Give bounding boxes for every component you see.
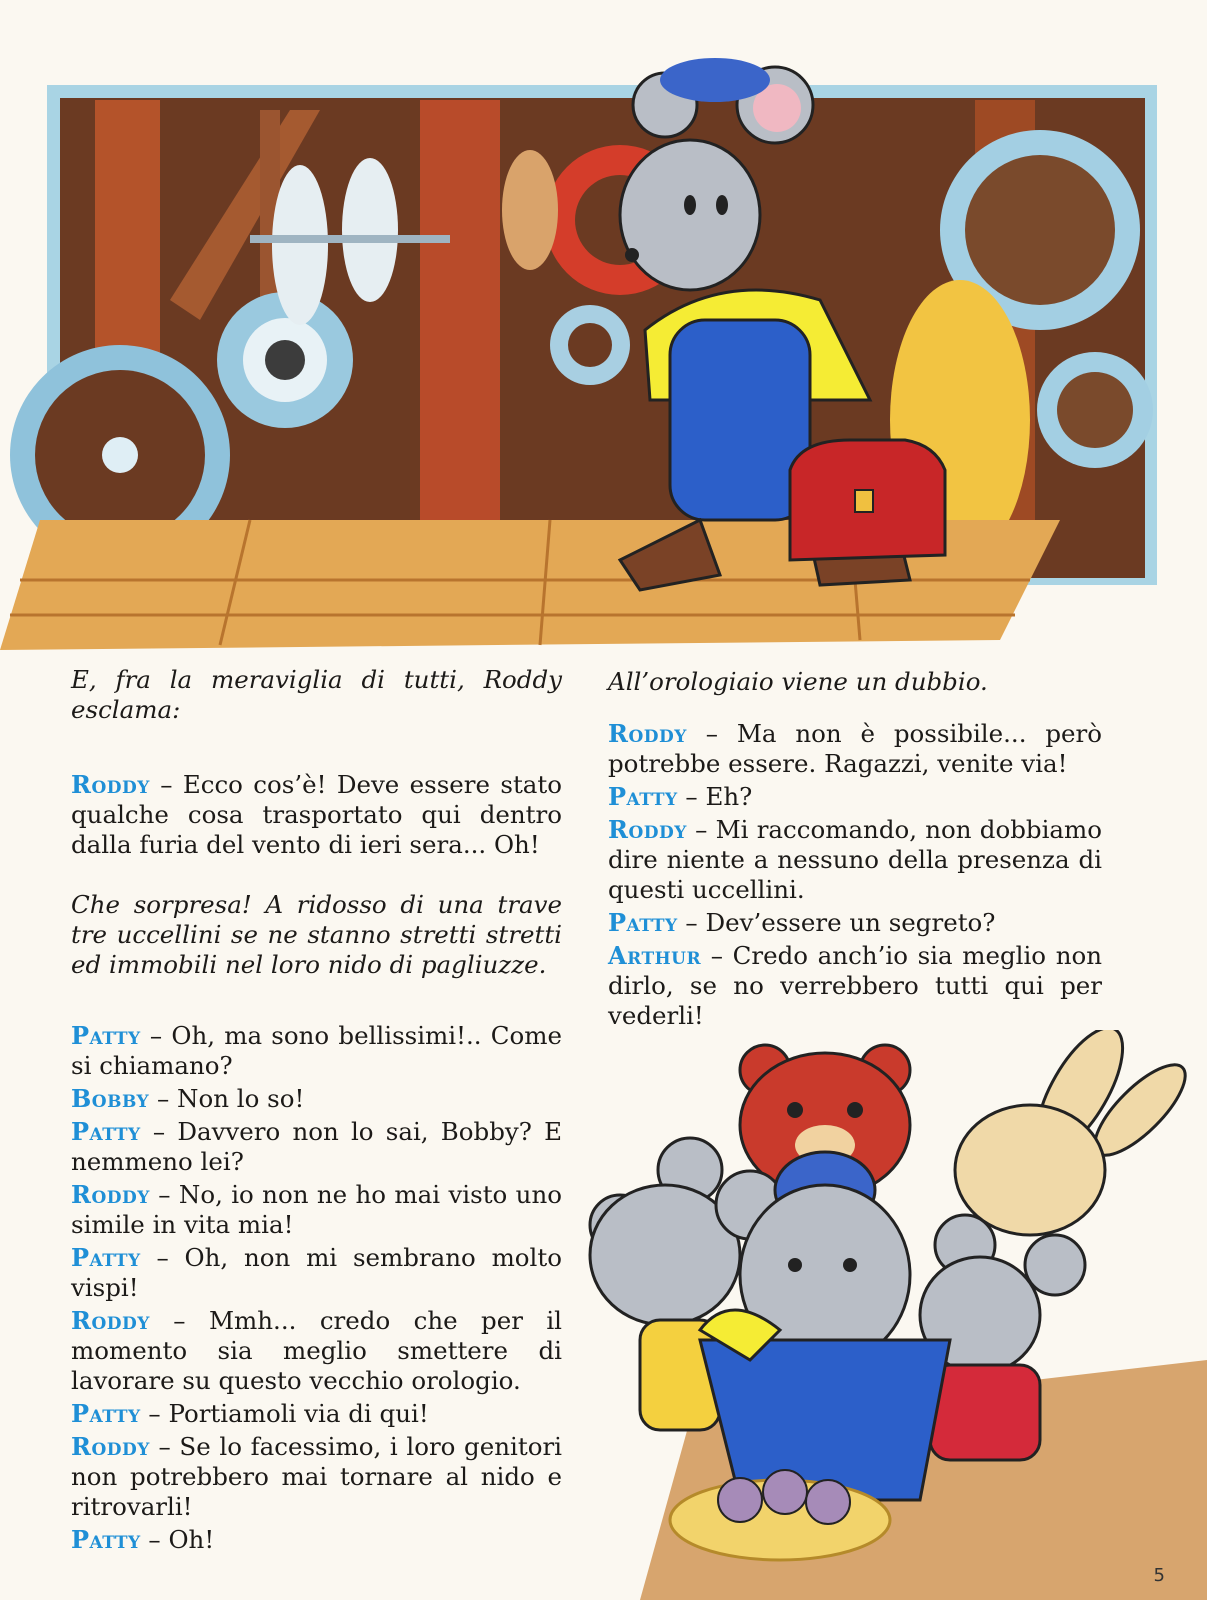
dialogue-line: Patty – Oh, non mi sembrano molto vispi!: [71, 1243, 562, 1302]
dialogue-line: Arthur – Credo anch’io sia meglio non dirlo, se no verrebbero tutti qui per vederli!: [608, 941, 1103, 1030]
speaker-name: Patty: [608, 782, 678, 811]
dialogue-text: Eh?: [705, 782, 753, 811]
dialogue-text: Credo anch’io sia meglio non dirlo, se no verrebbero tutti qui per vederli!: [608, 941, 1103, 1030]
dialogue-text: Mi raccomando, non dobbiamo dire niente a nessuno della presenza di questi uccellini.: [608, 815, 1103, 904]
dialogue-text: Dev’essere un segreto?: [705, 908, 996, 937]
narration: E, fra la meraviglia di tutti, Roddy esclama:: [71, 665, 562, 724]
dialogue-text: Oh, ma sono bellissimi!.. Come si chiamano?: [71, 1021, 563, 1080]
dialogue-line: Patty – Portiamoli via di qui!: [71, 1399, 429, 1428]
speaker-name: Roddy: [608, 815, 687, 844]
mouse-character: [700, 1152, 950, 1500]
speaker-name: Roddy: [608, 719, 687, 748]
dialogue-line: Roddy – Ecco cos’è! Deve essere stato qualche cosa trasportato qui dentro dalla furia del vento di ieri sera... Oh!: [71, 770, 562, 859]
dialogue-text: Ma non è possibile... però potrebbe essere. Ragazzi, venite via!: [608, 719, 1102, 778]
dialogue-line: Patty – Eh?: [608, 782, 753, 811]
dialogue-line: Roddy – No, io non ne ho mai visto uno simile in vita mia!: [71, 1180, 562, 1239]
speaker-name: Patty: [608, 908, 678, 937]
top-illustration: [0, 0, 1207, 655]
right-text-column: [584, 667, 1102, 1034]
dialogue-line: Roddy – Mi raccomando, non dobbiamo dire niente a nessuno della presenza di questi uccellini.: [608, 815, 1103, 904]
dialogue-line: Patty – Oh, ma sono bellissimi!.. Come si chiamano?: [71, 1021, 563, 1080]
dialogue-text: Non lo so!: [177, 1084, 305, 1113]
speaker-name: Roddy: [71, 1180, 150, 1209]
gear-icon: [1037, 352, 1153, 468]
left-text-column: [47, 665, 562, 1558]
speaker-name: Arthur: [608, 941, 702, 970]
speaker-name: Patty: [71, 1243, 141, 1272]
speaker-name: Roddy: [71, 1306, 150, 1335]
toolbox: [790, 440, 945, 560]
page-number: 5: [1153, 1565, 1165, 1586]
dialogue-line: Patty – Oh!: [71, 1525, 215, 1554]
dialogue-text: Davvero non lo sai, Bobby? E nemmeno lei?: [71, 1117, 562, 1176]
rabbit-character: [955, 1030, 1198, 1235]
narration: Che sorpresa! A ridosso di una trave tre uccellini se ne stanno stretti stretti ed immobili nel loro nido di pagliuzze.: [71, 890, 562, 979]
dialogue-text: Oh, non mi sembrano molto vispi!: [71, 1243, 562, 1302]
speaker-name: Roddy: [71, 770, 150, 799]
narration: All’orologiaio viene un dubbio.: [608, 667, 988, 696]
dialogue-text: Ecco cos’è! Deve essere stato qualche cosa trasportato qui dentro dalla furia del vento di ieri sera... Oh!: [71, 770, 562, 859]
speaker-name: Patty: [71, 1117, 141, 1146]
dialogue-line: Patty – Davvero non lo sai, Bobby? E nemmeno lei?: [71, 1117, 562, 1176]
dialogue-line: Patty – Dev’essere un segreto?: [608, 908, 996, 937]
speaker-name: Bobby: [71, 1084, 150, 1113]
dialogue-line: Bobby – Non lo so!: [71, 1084, 305, 1113]
speaker-name: Patty: [71, 1021, 141, 1050]
speaker-name: Patty: [71, 1399, 141, 1428]
speaker-name: Patty: [71, 1525, 141, 1554]
speaker-name: Roddy: [71, 1432, 150, 1461]
dialogue-text: No, io non ne ho mai visto uno simile in vita mia!: [71, 1180, 562, 1239]
dialogue-text: Mmh... credo che per il momento sia meglio smettere di lavorare su questo vecchio orologio.: [71, 1306, 562, 1395]
dialogue-text: Portiamoli via di qui!: [168, 1399, 429, 1428]
dialogue-line: Roddy – Mmh... credo che per il momento sia meglio smettere di lavorare su questo vecchio orologio.: [71, 1306, 562, 1395]
gear-icon: [550, 305, 630, 385]
dialogue-text: Se lo facessimo, i loro genitori non potrebbero mai tornare al nido e ritrovarli!: [71, 1432, 562, 1521]
dialogue-text: Oh!: [168, 1525, 215, 1554]
dialogue-line: Roddy – Se lo facessimo, i loro genitori non potrebbero mai tornare al nido e ritrovarli!: [71, 1432, 562, 1521]
bottom-illustration: [580, 1030, 1207, 1600]
dialogue-line: Roddy – Ma non è possibile... però potrebbe essere. Ragazzi, venite via!: [608, 719, 1102, 778]
